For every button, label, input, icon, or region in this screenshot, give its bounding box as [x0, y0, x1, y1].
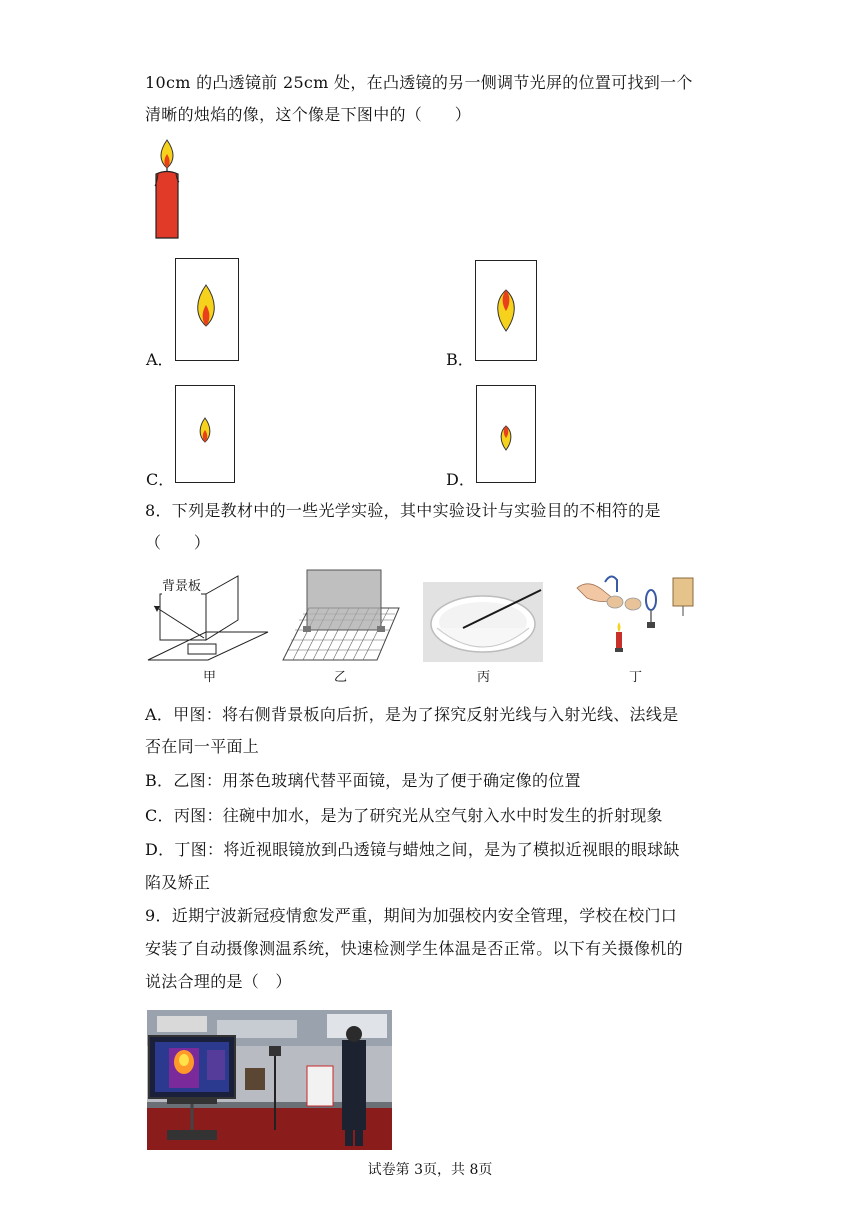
- figure-label-jia: 甲: [203, 670, 217, 685]
- q8-option-a-line-1: A．甲图：将右侧背景板向后折，是为了探究反射光线与入射光线、法线是: [145, 705, 679, 724]
- figure-bing-bowl-photo: [423, 582, 543, 662]
- figure-yi-glass-plate: [281, 568, 401, 664]
- figure-label-yi: 乙: [334, 670, 348, 685]
- option-c-label: C．: [146, 470, 175, 489]
- option-b-label: B．: [446, 350, 474, 369]
- background-board-label: 背景板: [162, 579, 202, 594]
- q8-stem-line-2: （ ）: [145, 533, 211, 552]
- candle-illustration: [150, 138, 184, 240]
- q8-option-b: B．乙图：用茶色玻璃代替平面镜，是为了便于确定像的位置: [145, 771, 581, 790]
- q9-line-2: 安装了自动摄像测温系统，快速检测学生体温是否正常。以下有关摄像机的: [145, 939, 683, 958]
- figure-label-ding: 丁: [629, 670, 643, 685]
- q8-option-a-line-2: 否在同一平面上: [145, 737, 260, 756]
- figure-ding-myopia-setup: [575, 570, 697, 660]
- q9-line-3: 说法合理的是（ ）: [145, 972, 292, 991]
- option-a-label: A．: [146, 350, 174, 369]
- option-b-frame: [475, 260, 537, 361]
- q7-line-1: 10cm 的凸透镜前 25cm 处，在凸透镜的另一侧调节光屏的位置可找到一个: [145, 73, 693, 92]
- option-a-frame: [175, 258, 239, 361]
- option-d-frame: [476, 385, 536, 483]
- option-d-label: D．: [446, 470, 475, 489]
- option-c-frame: [175, 385, 235, 483]
- q7-line-2: 清晰的烛焰的像，这个像是下图中的（ ）: [145, 105, 472, 124]
- upright-small-flame-icon: [176, 386, 233, 481]
- q8-option-d-line-2: 陷及矫正: [145, 873, 211, 892]
- figure-label-bing: 丙: [477, 670, 491, 685]
- q8-option-c: C．丙图：往碗中加水，是为了研究光从空气射入水中时发生的折射现象: [145, 806, 663, 825]
- upright-large-flame-icon: [176, 259, 237, 359]
- thermal-camera-photo: [147, 1010, 392, 1150]
- q8-stem-line-1: 8．下列是教材中的一些光学实验，其中实验设计与实验目的不相符的是: [145, 501, 661, 520]
- inverted-large-flame-icon: [476, 261, 535, 359]
- q8-option-d-line-1: D．丁图：将近视眼镜放到凸透镜与蜡烛之间，是为了模拟近视眼的眼球缺: [145, 840, 680, 859]
- q9-line-1: 9．近期宁波新冠疫情愈发严重，期间为加强校内安全管理，学校在校门口: [145, 906, 678, 925]
- page-footer: 试卷第 3页，共 8页: [367, 1162, 493, 1178]
- inverted-small-flame-icon: [477, 386, 534, 481]
